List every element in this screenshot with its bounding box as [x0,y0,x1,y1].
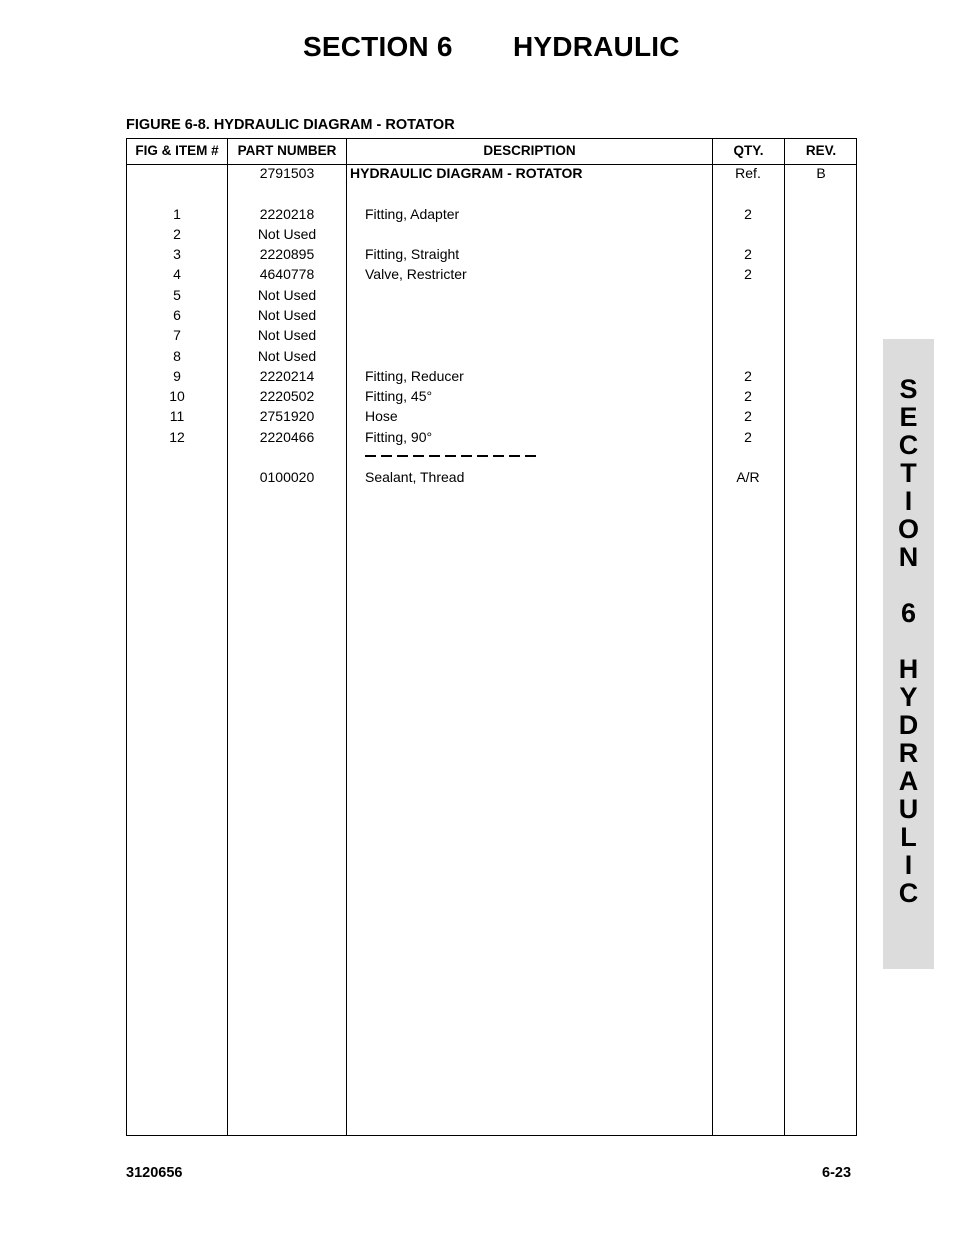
part-number: 2751920 [259,408,315,424]
quantity: A/R [736,469,760,485]
side-letter [883,627,934,655]
part-number: Not Used [257,287,317,303]
table-row [127,325,856,345]
col-header-qty: QTY. [733,143,764,158]
side-letter: E [899,402,918,432]
separator-row [127,447,856,467]
part-number: Not Used [257,327,317,343]
description: Fitting, Straight [365,246,460,262]
fig-item: 2 [173,226,181,242]
side-letter: C [898,878,919,908]
quantity: 2 [744,408,752,424]
table-row [127,285,856,305]
side-letter: 6 [900,598,917,628]
description: Fitting, 45° [365,388,433,404]
table-row [127,386,856,406]
side-tab-letters [883,375,934,907]
quantity: 2 [744,266,752,282]
table-row [127,467,856,487]
description: Fitting, 90° [365,429,433,445]
table-row [127,366,856,386]
fig-item: 6 [173,307,181,323]
fig-item: 11 [169,408,185,424]
fig-item: 12 [169,429,185,445]
table-row [127,224,856,244]
quantity: Ref. [735,165,761,181]
side-letter: U [898,794,919,824]
side-letter: N [898,542,919,572]
description: Sealant, Thread [365,469,465,485]
fig-item: 10 [169,388,185,404]
part-number: 2791503 [259,165,315,181]
part-number: 2220214 [259,368,315,384]
col-header-part: PART NUMBER [237,143,337,158]
fig-item: 9 [173,368,181,384]
side-letter: D [898,710,919,740]
quantity: 2 [744,206,752,222]
fig-item: 8 [173,348,181,364]
part-number: 4640778 [259,266,315,282]
part-number: Not Used [257,307,317,323]
table-row [127,346,856,366]
section-header [0,31,954,71]
part-number: Not Used [257,226,317,242]
side-letter: L [900,822,917,852]
side-letter: T [900,458,917,488]
side-letter: H [898,654,919,684]
part-number: Not Used [257,348,317,364]
side-letter: R [898,738,919,768]
table-row [127,244,856,264]
fig-item: 1 [173,206,181,222]
section-side-tab [883,339,934,969]
table-row [127,427,856,447]
section-label: SECTION 6 [303,31,453,62]
section-name: HYDRAULIC [513,31,680,62]
fig-item: 4 [173,266,181,282]
part-number: 0100020 [259,469,315,485]
description: Valve, Restricter [365,266,467,282]
table-row-title [127,163,856,183]
part-number: 2220895 [259,246,315,262]
side-letter: A [898,766,919,796]
description: HYDRAULIC DIAGRAM - ROTATOR [350,165,583,181]
col-header-fig: FIG & ITEM # [135,143,219,158]
table-row [127,204,856,224]
fig-item: 5 [173,287,181,303]
part-number: 2220466 [259,429,315,445]
dashed-separator [365,455,541,457]
page-number: 6-23 [822,1165,852,1181]
side-letter: S [899,374,918,404]
quantity: 2 [744,368,752,384]
part-number: 2220218 [259,206,315,222]
part-number: 2220502 [259,388,315,404]
revision: B [816,165,826,181]
fig-item: 7 [173,327,181,343]
description: Fitting, Reducer [365,368,464,384]
parts-table [126,138,857,1136]
side-letter: I [904,486,913,516]
description: Hose [365,408,398,424]
document-number: 3120656 [126,1165,183,1181]
table-row [127,264,856,284]
quantity: 2 [744,388,752,404]
side-letter: C [898,430,919,460]
col-header-desc: DESCRIPTION [483,143,576,158]
col-header-rev: REV. [805,143,837,158]
fig-item: 3 [173,246,181,262]
table-row [127,305,856,325]
quantity: 2 [744,429,752,445]
table-row [127,406,856,426]
figure-title: FIGURE 6-8. HYDRAULIC DIAGRAM - ROTATOR [126,117,455,133]
side-letter: I [904,850,913,880]
quantity: 2 [744,246,752,262]
side-letter [883,571,934,599]
side-letter: O [897,514,919,544]
description: Fitting, Adapter [365,206,460,222]
side-letter: Y [899,682,918,712]
